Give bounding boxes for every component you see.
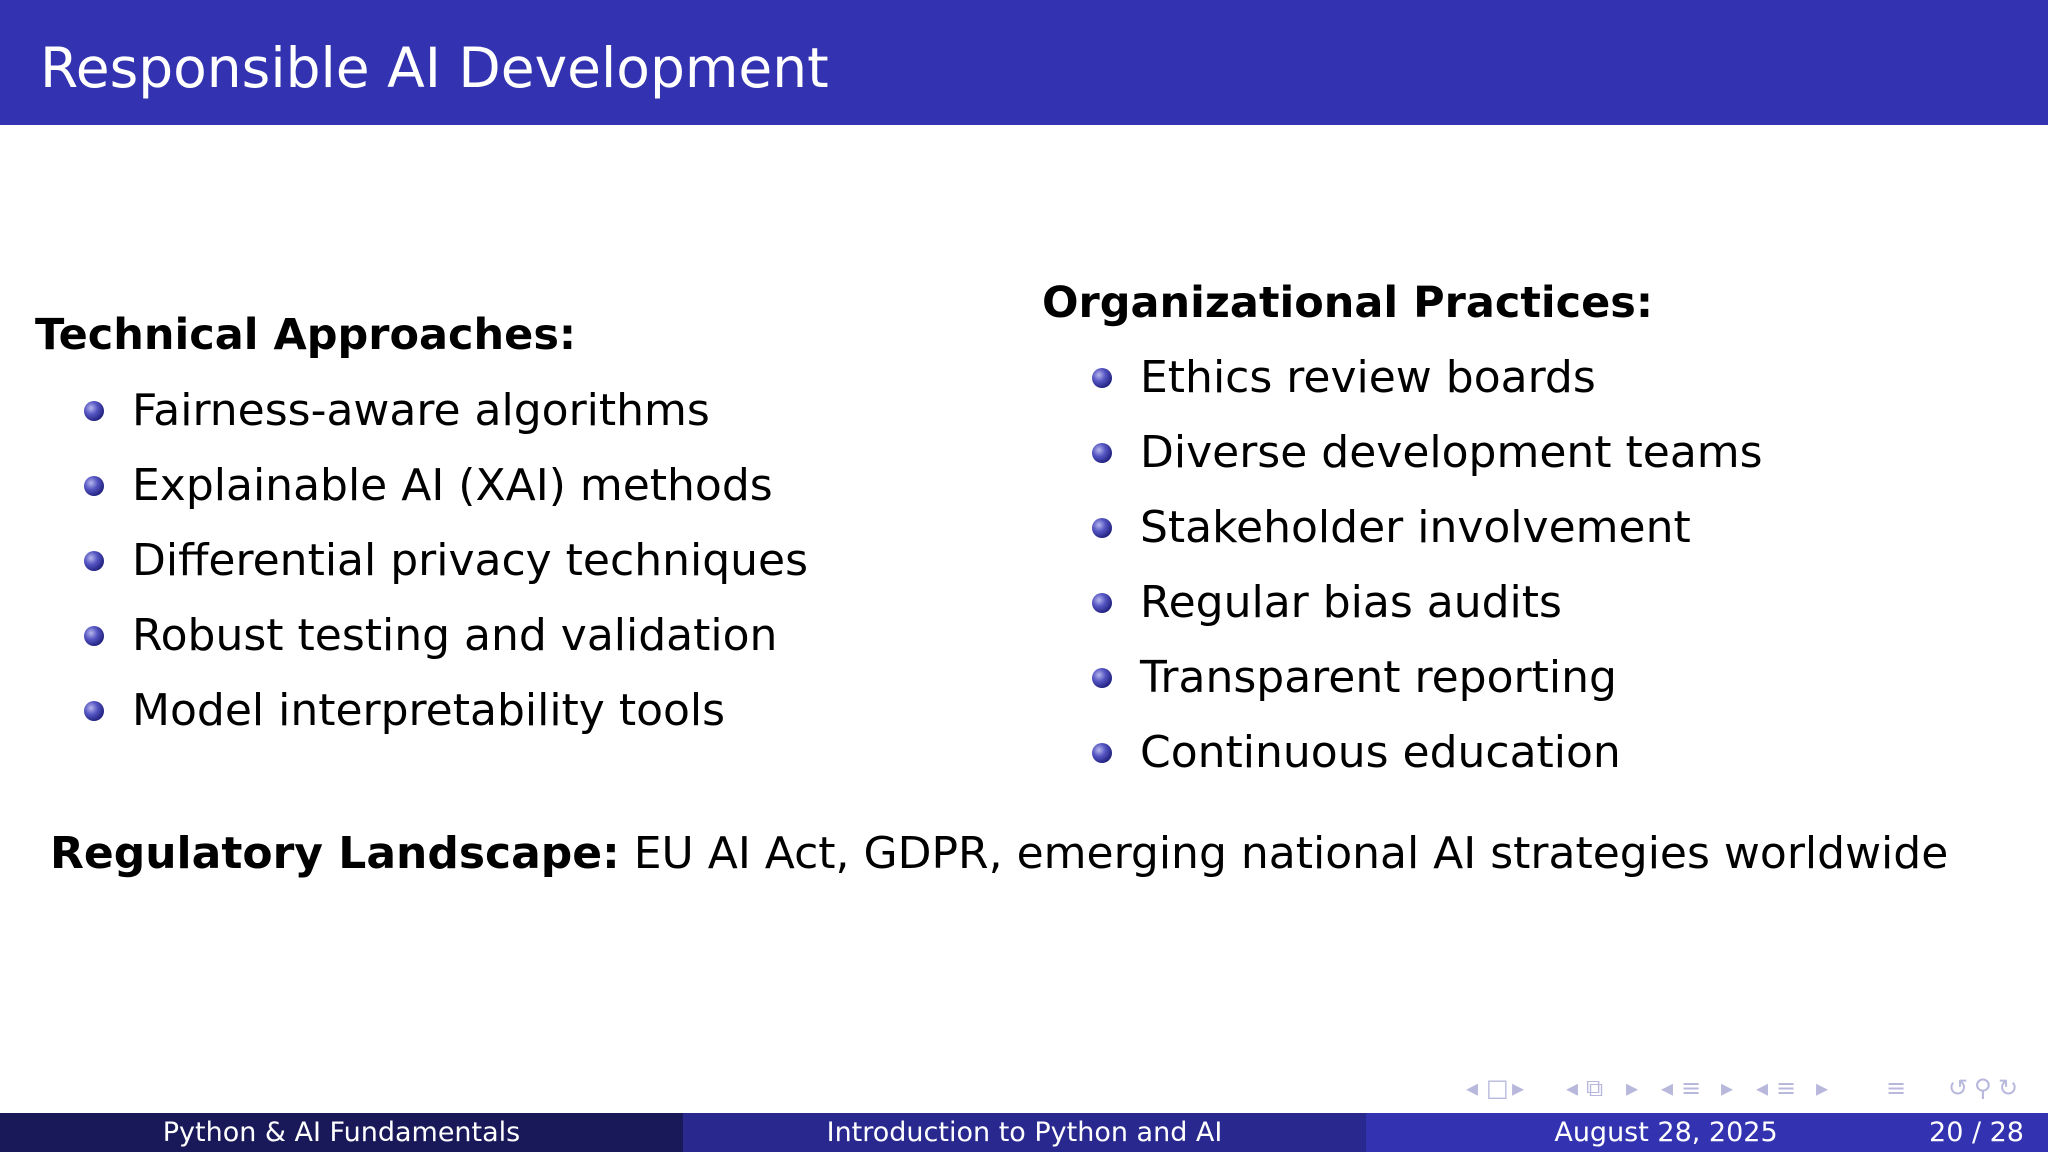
footer-page-number: 20 / 28 xyxy=(1929,1117,2024,1148)
slide-title: Responsible AI Development xyxy=(40,36,829,100)
bullet-icon xyxy=(1092,368,1112,388)
nav-arrow-left-icon[interactable]: ◂ xyxy=(1566,1074,1579,1102)
subsection-icon[interactable]: ⧉ xyxy=(1586,1074,1604,1102)
nav-arrow-left-icon[interactable]: ◂ xyxy=(1756,1074,1769,1102)
technical-item-label: Robust testing and validation xyxy=(132,610,778,661)
organizational-heading: Organizational Practices: xyxy=(1042,278,1654,328)
appendix-icon[interactable]: ≡ xyxy=(1886,1074,1907,1102)
nav-arrow-right-icon[interactable]: ▸ xyxy=(1512,1074,1525,1102)
bullet-icon xyxy=(84,476,104,496)
title-bar xyxy=(0,0,2048,125)
bullet-icon xyxy=(1092,668,1112,688)
organizational-item-label: Transparent reporting xyxy=(1140,652,1617,703)
footer xyxy=(0,1113,2048,1152)
regulatory-line xyxy=(50,824,1948,884)
regulatory-label: Regulatory Landscape: xyxy=(50,828,620,879)
section-icon[interactable]: ≡ xyxy=(1681,1074,1702,1102)
document-icon[interactable]: ≡ xyxy=(1776,1074,1797,1102)
organizational-item-label: Continuous education xyxy=(1140,727,1621,778)
footer-course: Python & AI Fundamentals xyxy=(0,1113,683,1152)
bullet-icon xyxy=(84,626,104,646)
forward-icon[interactable]: ↻ xyxy=(1998,1074,2019,1102)
technical-item-label: Fairness-aware algorithms xyxy=(132,385,710,436)
organizational-item-label: Ethics review boards xyxy=(1140,352,1596,403)
technical-item-label: Explainable AI (XAI) methods xyxy=(132,460,773,511)
bullet-icon xyxy=(84,701,104,721)
nav-arrow-left-icon[interactable]: ◂ xyxy=(1661,1074,1674,1102)
bullet-icon xyxy=(1092,593,1112,613)
nav-arrow-left-icon[interactable]: ◂ xyxy=(1466,1074,1479,1102)
organizational-item-label: Regular bias audits xyxy=(1140,577,1562,628)
technical-item-label: Differential privacy techniques xyxy=(132,535,809,586)
organizational-item-label: Diverse development teams xyxy=(1140,427,1763,478)
nav-arrow-right-icon[interactable]: ▸ xyxy=(1721,1074,1734,1102)
search-icon[interactable]: ⚲ xyxy=(1974,1074,1992,1102)
navigation-symbols xyxy=(1466,1070,2046,1106)
bullet-icon xyxy=(1092,518,1112,538)
footer-presentation-title: Introduction to Python and AI xyxy=(683,1113,1366,1152)
frame-icon[interactable]: □ xyxy=(1486,1074,1509,1102)
footer-date: August 28, 2025 xyxy=(1554,1117,1778,1148)
nav-arrow-right-icon[interactable]: ▸ xyxy=(1626,1074,1639,1102)
technical-heading: Technical Approaches: xyxy=(35,310,577,360)
bullet-icon xyxy=(1092,443,1112,463)
bullet-icon xyxy=(84,551,104,571)
nav-arrow-right-icon[interactable]: ▸ xyxy=(1816,1074,1829,1102)
regulatory-text: EU AI Act, GDPR, emerging national AI strategies worldwide xyxy=(633,828,1949,879)
organizational-item-label: Stakeholder involvement xyxy=(1140,502,1691,553)
bullet-icon xyxy=(1092,743,1112,763)
technical-item-label: Model interpretability tools xyxy=(132,685,726,736)
bullet-icon xyxy=(84,401,104,421)
back-icon[interactable]: ↺ xyxy=(1948,1074,1969,1102)
